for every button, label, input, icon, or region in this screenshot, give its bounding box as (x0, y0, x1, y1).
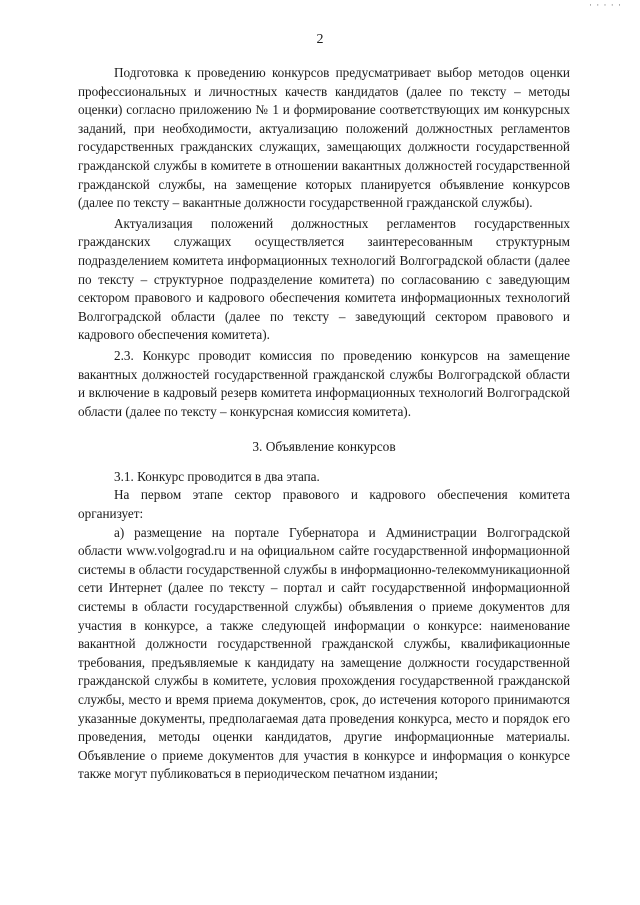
page-number: 2 (316, 32, 324, 47)
paragraph-two-stages: 3.1. Конкурс проводится в два этапа. (114, 468, 320, 484)
paragraph-first-stage: На первом этапе сектор правового и кадрового обеспечения комитета организует: (78, 487, 570, 522)
section-heading: 3. Объявление конкурсов (252, 439, 396, 455)
paragraph-preparation: Подготовка к проведению конкурсов предусматривает выбор методов оценки профессиональных и личностных качеств кандидатов (далее по тексту – методы оценки) согласно приложению № 1 и формирование соответствующих им конкурсных заданий, при необходимости, актуализацию положений должностных регламентов государственных гражданских служащих, замещающих должности государственной гражданской службы в комитете в отношении вакантных должностей государственной гражданской службы, на замещение которых планируется объявление конкурсов (далее по тексту – вакантные должности государственной гражданской службы). (78, 65, 570, 211)
document-body (78, 64, 570, 784)
paragraph-commission: 2.3. Конкурс проводит комиссия по проведению конкурсов на замещение вакантных должностей государственной гражданской службы Волгоградской области и включение в кадровый резерв комитета информационных технологий Волгоградской области (далее по тексту – конкурсная комиссия комитета). (78, 347, 570, 419)
paragraph-actualization: Актуализация положений должностных регламентов государственных гражданских служащих осуществляется заинтересованным структурным подразделением комитета информационных технологий Волгоградской области (далее по тексту – структурное подразделение комитета) по согласованию с заведующим сектором правового и кадрового обеспечения комитета информационных технологий Волгоградской области (далее по тексту – заведующий сектором правового и кадрового обеспечения комитета). (78, 215, 570, 343)
paragraph-publication: а) размещение на портале Губернатора и Администрации Волгоградской области www.volgograd.ru и на официальном сайте государственной информационной системы в области государственной службы в информационно-телекоммуникационной сети Интернет (далее по тексту – портал и сайт государственной информационной системы в области государственной службы) объявления о приеме документов для участия в конкурсе, а также следующей информации о конкурсе: наименование вакантной должности государственной гражданской службы, квалификационные требования, предъявляемые к кандидату на замещение должности государственной гражданской службы в комитете, условия прохождения государственной гражданской службы, место и время приема документов, срок, до истечения которого принимаются указанные документы, предполагаемая дата проведения конкурса, место и порядок его проведения, методы оценки кандидатов, другие информационные материалы. Объявление о приеме документов для участия в конкурсе и информация о конкурсе также могут публиковаться в периодическом печатном издании; (78, 524, 570, 782)
corner-mark: · · · · · (589, 0, 622, 10)
